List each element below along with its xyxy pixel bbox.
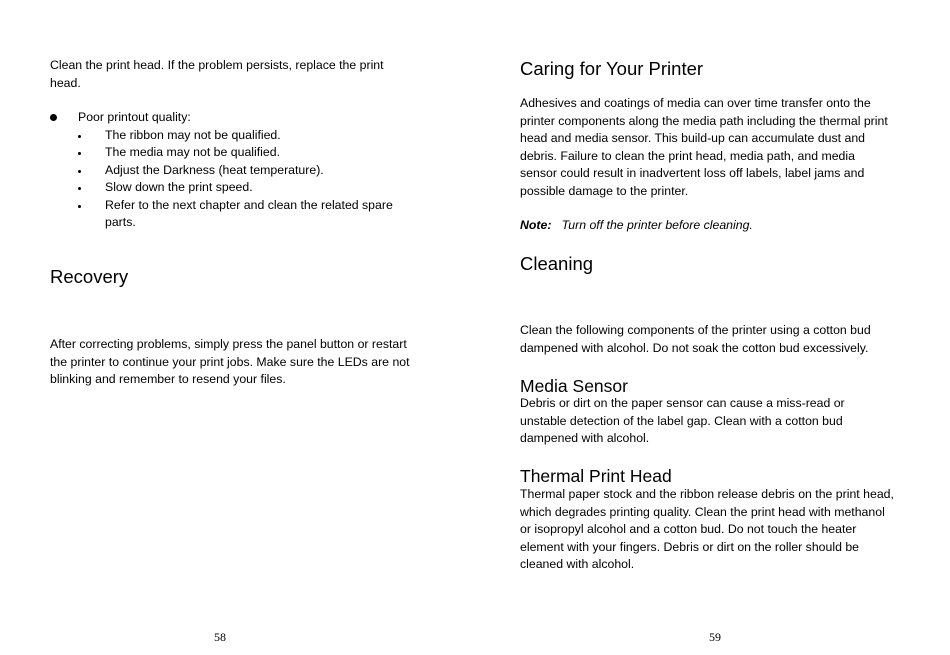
cleaning-paragraph: Clean the following components of the printer using a cotton bud dampened with alcohol. Do not soak the cotton bud excessively.	[520, 323, 871, 355]
thermal-heading: Thermal Print Head	[520, 466, 672, 486]
page-number: 58	[214, 630, 226, 644]
recovery-paragraph: After correcting problems, simply press the panel button or restart the printer to continue your print jobs. Make sure the LEDs are not blinking and remember to resend your files.	[50, 337, 410, 386]
caring-paragraph: Adhesives and coatings of media can over time transfer onto the printer components along the media path including the thermal print head and media sensor. This build-up can accumulate dust and debris. Failure to clean the print head, media path, and media sensor could result in inadvertent loss off labels, label jams and possible damage to the printer.	[520, 96, 888, 198]
sub-bullet-item: Adjust the Darkness (heat temperature).	[50, 162, 420, 180]
media-sensor-paragraph: Debris or dirt on the paper sensor can cause a miss-read or unstable detection of the label gap. Clean with a cotton bud dampened with alcohol.	[520, 396, 845, 445]
sub-bullet-icon	[78, 187, 81, 190]
bullet-main	[50, 109, 420, 127]
page-number: 59	[709, 630, 721, 644]
sub-bullet-icon	[78, 205, 81, 208]
sub-bullet-icon	[78, 152, 81, 155]
sub-bullet-item: The media may not be qualified.	[50, 144, 420, 162]
caring-heading: Caring for Your Printer	[520, 58, 704, 79]
sub-bullet-icon	[78, 135, 81, 138]
sub-bullet-item: Slow down the print speed.	[50, 179, 420, 197]
bullet-dot-icon	[50, 114, 57, 121]
sub-bullet-icon	[78, 170, 81, 173]
cleaning-heading: Cleaning	[520, 253, 594, 274]
note-line	[520, 217, 890, 235]
note-text: Turn off the printer before cleaning.	[561, 218, 753, 232]
note-label: Note:	[520, 218, 552, 232]
bullet-label: Poor printout quality:	[78, 110, 191, 124]
sub-bullet-list	[50, 127, 420, 232]
thermal-paragraph: Thermal paper stock and the ribbon release debris on the print head, which degrades printing quality. Clean the print head with methanol or isopropyl alcohol and a cotton bud. Do not touch the heater element with your fingers. Debris or dirt on the roller should be cleaned with alcohol.	[520, 487, 894, 571]
sub-bullet-item: The ribbon may not be qualified.	[50, 127, 420, 145]
intro-paragraph: Clean the print head. If the problem persists, replace the print head.	[50, 58, 384, 90]
recovery-heading: Recovery	[50, 266, 129, 287]
quality-bullet-block	[50, 109, 420, 232]
sub-bullet-item: Refer to the next chapter and clean the related spare parts.	[50, 197, 405, 232]
media-sensor-heading: Media Sensor	[520, 376, 628, 396]
right-page	[475, 0, 950, 655]
